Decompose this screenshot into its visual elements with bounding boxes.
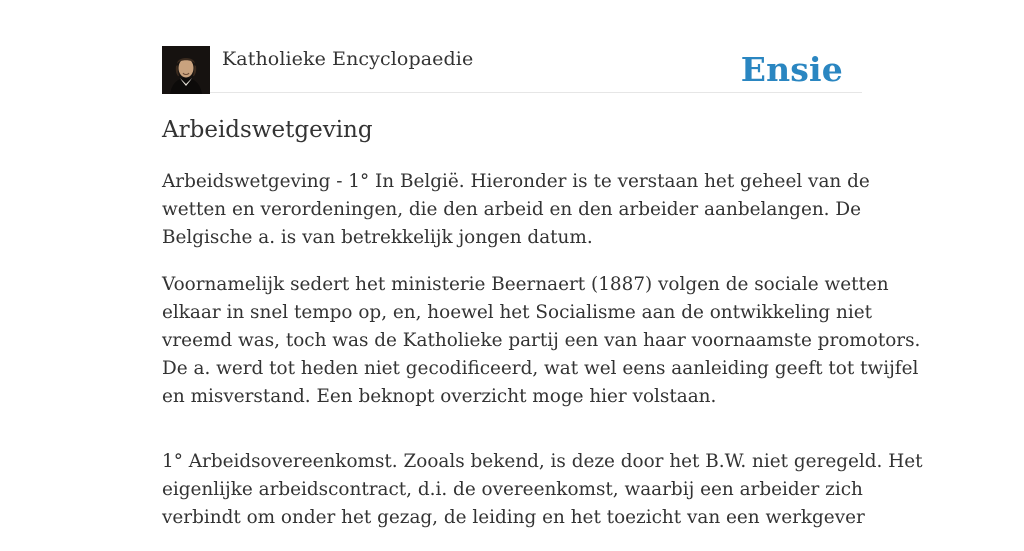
text-line: vreemd was, toch was de Katholieke partij een van haar voornaamste promotors. bbox=[162, 330, 921, 351]
text-line: eigenlijke arbeidscontract, d.i. de overeenkomst, waarbij een arbeider zich bbox=[162, 479, 863, 500]
paragraph bbox=[162, 168, 870, 252]
text-line: Voornamelijk sedert het ministerie Beernaert (1887) volgen de sociale wetten bbox=[162, 274, 889, 295]
paragraph bbox=[162, 448, 923, 532]
text-line: verbindt om onder het gezag, de leiding en het toezicht van een werkgever bbox=[162, 507, 865, 528]
text-line: Arbeidswetgeving - 1° In België. Hieronder is te verstaan het geheel van de bbox=[162, 171, 870, 192]
source-name[interactable]: Katholieke Encyclopaedie bbox=[222, 48, 474, 70]
portrait-icon bbox=[162, 46, 210, 94]
paragraph bbox=[162, 271, 921, 411]
article-body bbox=[162, 168, 923, 551]
text-line: en misverstand. Een beknopt overzicht moge hier volstaan. bbox=[162, 386, 717, 407]
header bbox=[162, 46, 862, 93]
text-line: elkaar in snel tempo op, en, hoewel het Socialisme aan de ontwikkeling niet bbox=[162, 302, 873, 323]
brand-logo-link[interactable]: Ensie bbox=[740, 50, 843, 89]
page-title: Arbeidswetgeving bbox=[162, 117, 373, 143]
text-line: 1° Arbeidsovereenkomst. Zooals bekend, is deze door het B.W. niet geregeld. Het bbox=[162, 451, 923, 472]
text-line: De a. werd tot heden niet gecodificeerd, wat wel eens aanleiding geeft tot twijfel bbox=[162, 358, 919, 379]
source-avatar[interactable] bbox=[162, 46, 210, 94]
text-line: wetten en verordeningen, die den arbeid en den arbeider aanbelangen. De bbox=[162, 199, 861, 220]
text-line: Belgische a. is van betrekkelijk jongen datum. bbox=[162, 227, 593, 248]
